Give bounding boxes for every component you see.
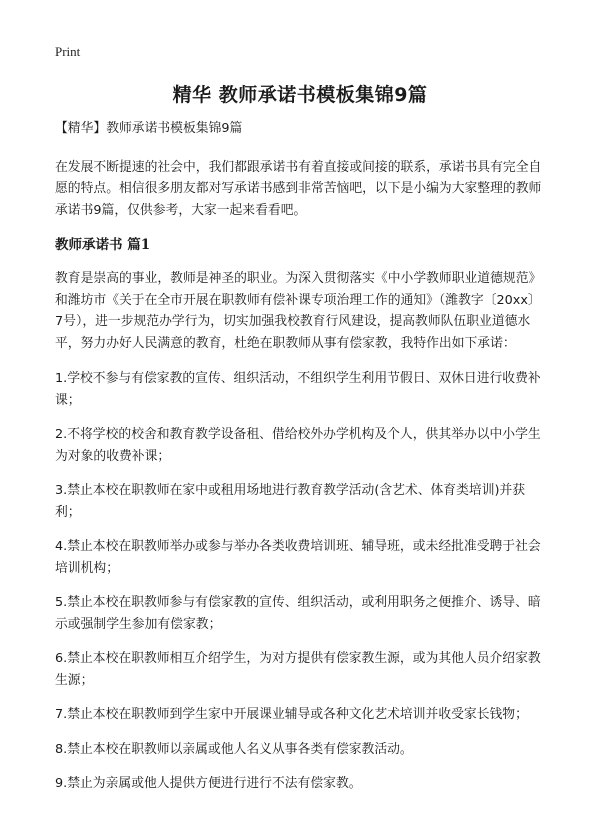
commitment-item-4: 4.禁止本校在职教师举办或参与举办各类收费培训班、辅导班，或未经批准受聘于社会培训机构； xyxy=(55,539,541,576)
print-link[interactable]: Print xyxy=(55,44,81,59)
commitment-item-8: 8.禁止本校在职教师以亲属或他人名义从事各类有偿家教活动。 xyxy=(55,741,413,757)
commitment-item-2: 2.不将学校的校舍和教育教学设备租、借给校外办学机构及个人，供其举办以中小学生为对象的收费补课； xyxy=(55,427,541,464)
intro-paragraph: 在发展不断提速的社会中，我们都跟承诺书有着直接或间接的联系，承诺书具有完全自愿的特点。相信很多朋友都对写承诺书感到非常苦恼吧，以下是小编为大家整理的教师承诺书9篇，仅供参考，大家一起来看看吧。 xyxy=(55,159,542,218)
commitment-item-9: 9.禁止为亲属或他人提供方便进行进行不法有偿家教。 xyxy=(55,776,362,791)
commitment-item-3: 3.禁止本校在职教师在家中或租用场地进行教育教学活动(含艺术、体育类培训)并获利； xyxy=(55,483,526,520)
document-subtitle: 【精华】教师承诺书模板集锦9篇 xyxy=(55,121,243,136)
section-heading: 教师承诺书 篇1 xyxy=(55,237,151,253)
section-intro-paragraph: 教育是崇高的事业，教师是神圣的职业。为深入贯彻落实《中小学教师职业道德规范》和潍坊市《关于在全市开展在职教师有偿补课专项治理工作的通知》（潍教字〔20xx〕7号），进一步规范办学行为，切实加强我校教育行风建设，提高教师队伍职业道德水平，努力办好人民满意的教育，杜绝在职教师从事有偿家教，我特作出如下承诺： xyxy=(55,271,542,351)
commitment-item-7: 7.禁止本校在职教师到学生家中开展课业辅导或各种文化艺术培训并收受家长钱物； xyxy=(55,707,528,722)
commitment-item-6: 6.禁止本校在职教师相互介绍学生，为对方提供有偿家教生源，或为其他人员介绍家教生源； xyxy=(55,651,541,688)
document-title: 精华 教师承诺书模板集锦9篇 xyxy=(172,84,428,106)
commitment-item-1: 1.学校不参与有偿家教的宣传、组织活动，不组织学生利用节假日、双休日进行收费补课； xyxy=(55,371,541,408)
document-body xyxy=(55,118,547,808)
commitment-item-5: 5.禁止本校在职教师参与有偿家教的宣传、组织活动，或利用职务之便推介、诱导、暗示或强制学生参加有偿家教； xyxy=(55,595,541,632)
